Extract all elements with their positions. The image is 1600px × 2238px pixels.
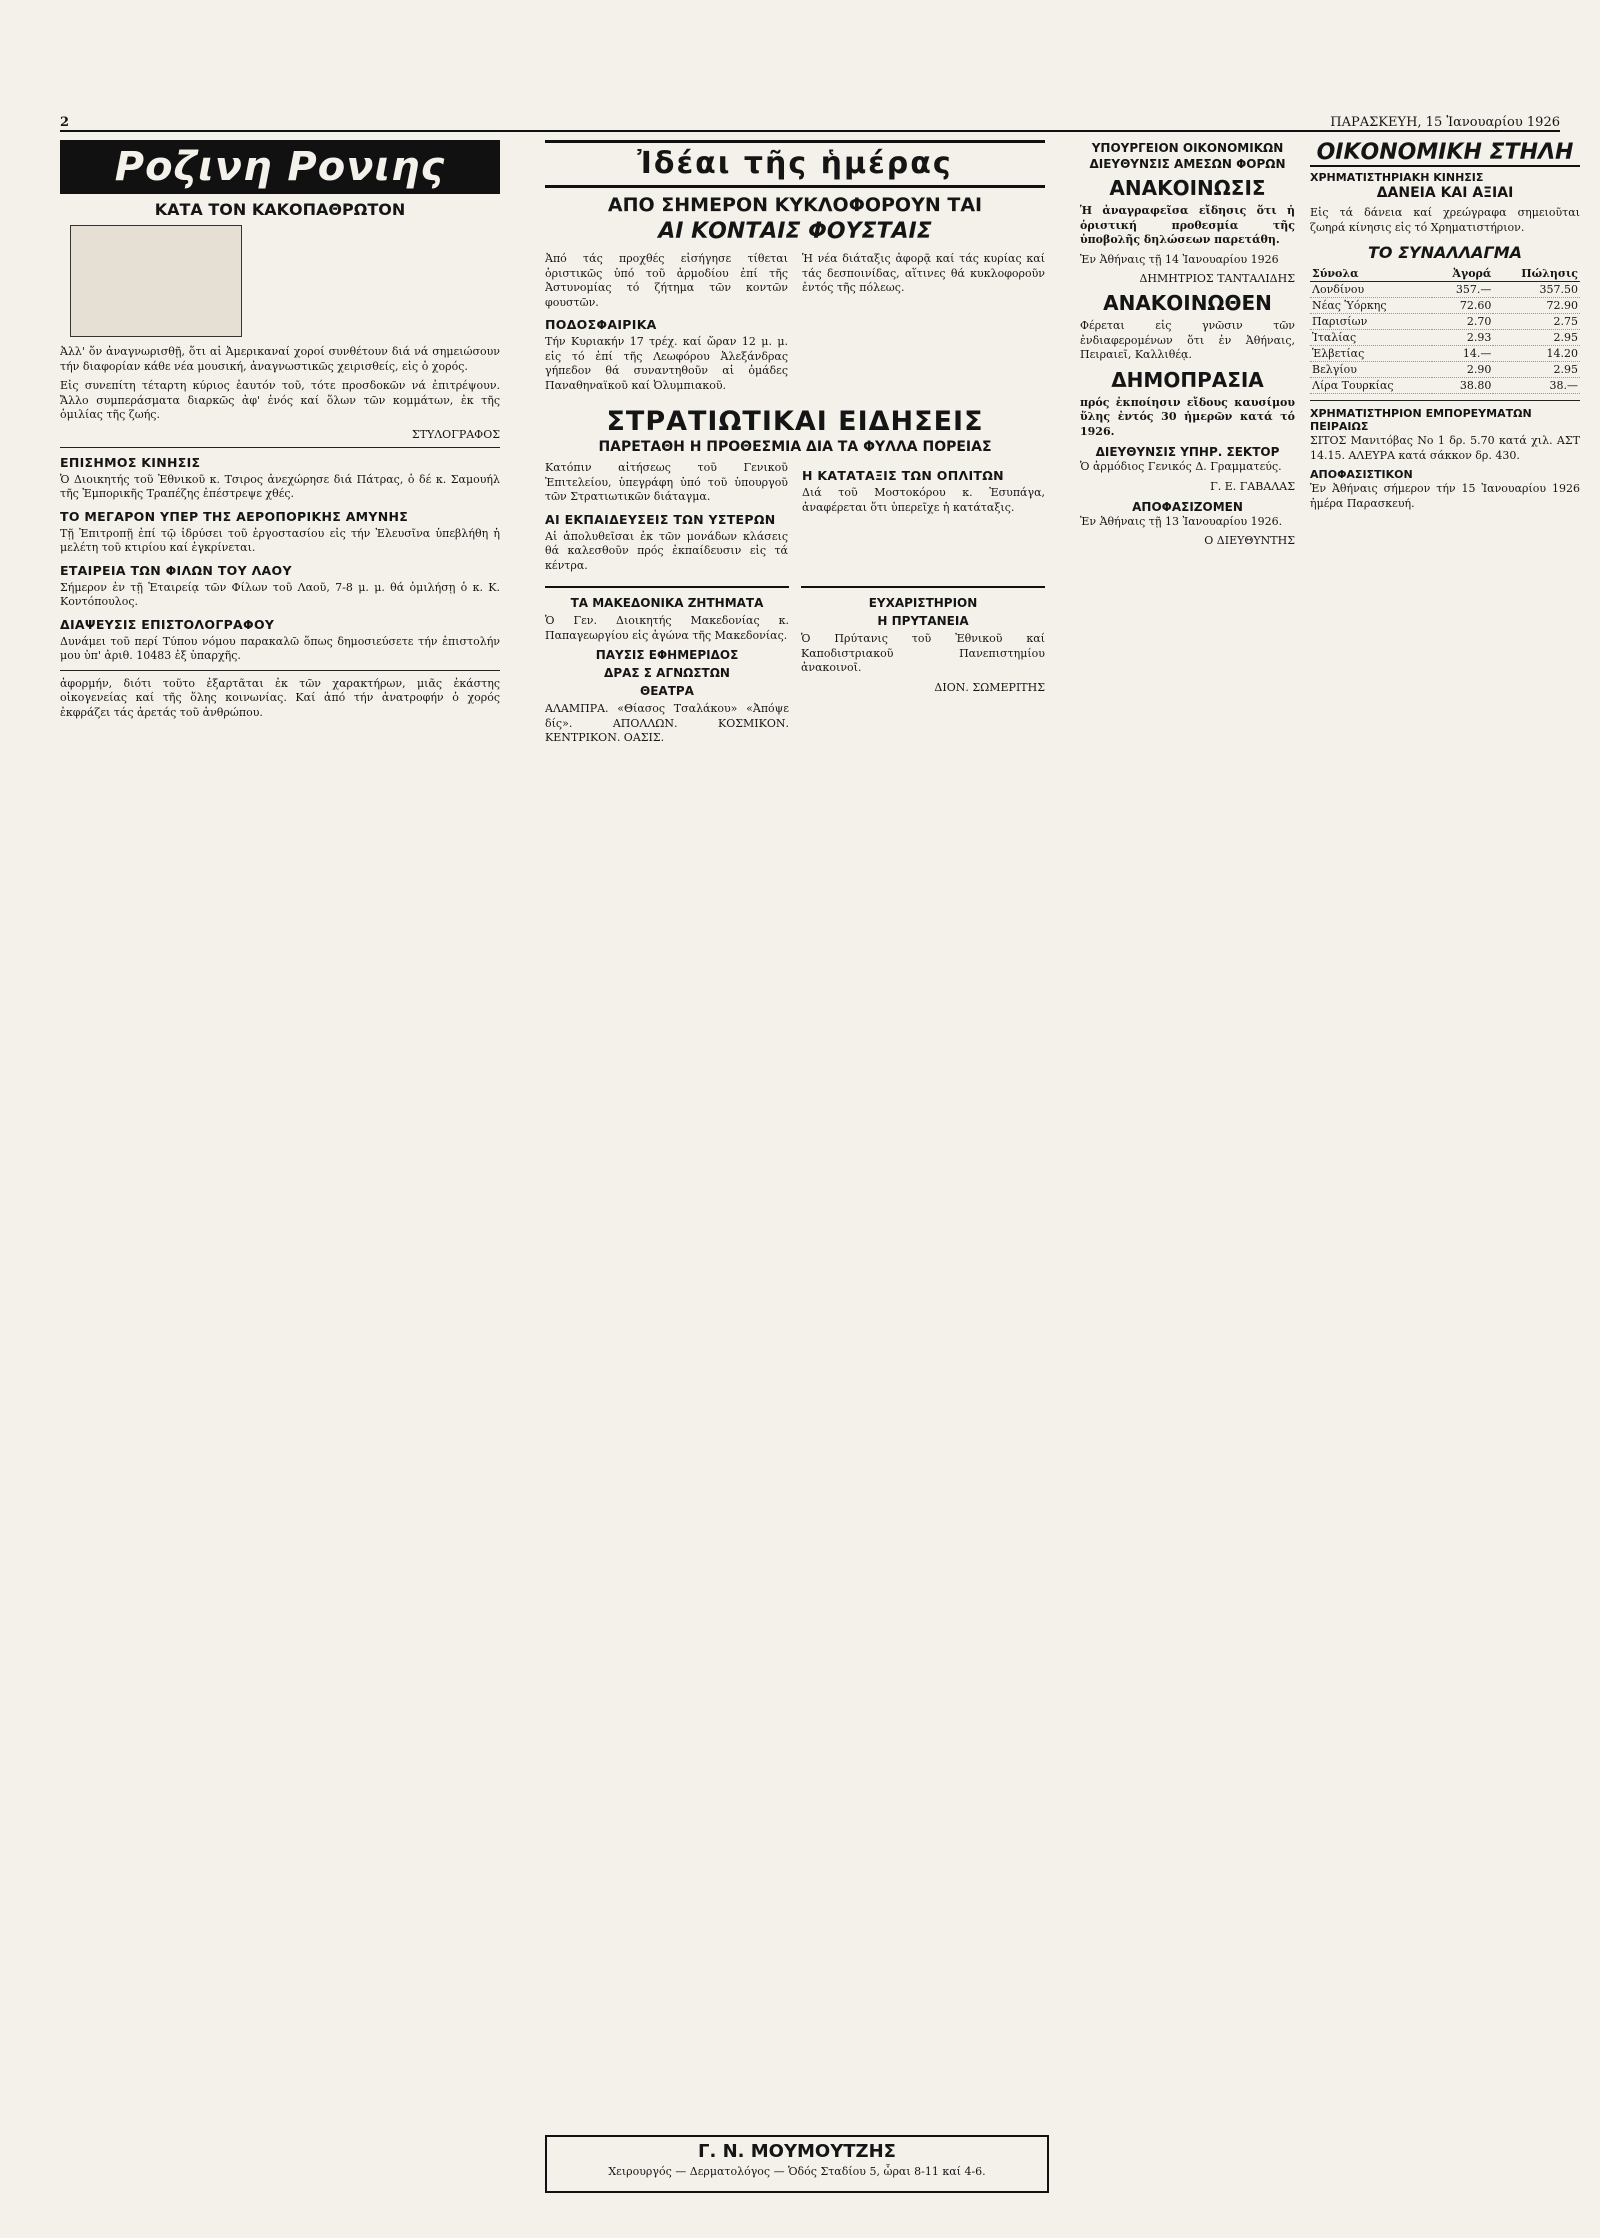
buy-rate-cell: 2.70 [1432,314,1493,330]
notice-paragraph: Ἐν Ἀθήναις τῇ 13 Ἰανουαρίου 1926. [1080,514,1283,528]
currency-cell: Λίρα Τουρκίας [1310,378,1432,394]
buy-rate-cell: 72.60 [1432,298,1493,314]
military-news-columns [545,461,1045,578]
currency-cell: Ἰταλίας [1310,330,1432,346]
article-paragraph: Ὁ Γεν. Διοικητής Μακεδονίας κ. Παπαγεωργίου εἰς ἀγώνα τῆς Μακεδονίας. [545,614,789,642]
article-heading: ΤΑ ΜΑΚΕΔΟΝΙΚΑ ΖΗΤΗΜΑΤΑ [570,596,764,610]
section-banner: Ἰδέαι τῆς ἡμέρας [545,140,1045,188]
finance-subheading: ΧΡΗΜΑΤΙΣΤΗΡΙΟΝ ΕΜΠΟΡΕΥΜΑΤΩΝ ΠΕΙΡΑΙΩΣ [1310,407,1532,433]
divider [60,670,500,671]
article-paragraph: Ὁ Διοικητής τοῦ Ἐθνικοῦ κ. Τσιρος ἀνεχώρησε διά Πάτρας, ὁ δέ κ. Σαμουήλ τῆς Ἐμπορικῆς Τραπέζης ἐπέστρεψε χθές. [60,472,500,500]
article-paragraph: Ἀλλ' ὅν ἀναγνωρισθῇ, ὅτι αἱ Ἀμερικαναί χοροί συνθέτουν διά νά σημειώσουν τήν διαφορίαν κάθε νέα μουσική, ἀναγνωστικῶς χειρισθείς, εἰς ὁ χορός. [60,345,500,373]
article-heading: ΕΥΧΑΡΙΣΤΗΡΙΟΝ [868,596,978,610]
article-heading: ΤΟ ΜΕΓΑΡΟΝ ΥΠΕΡ ΤΗΣ ΑΕΡΟΠΟΡΙΚΗΣ ΑΜΥΝΗΣ [60,508,409,524]
buy-rate-cell: 2.90 [1432,362,1493,378]
notice-date: Ἐν Ἀθήναις τῇ 14 Ἰανουαρίου 1926 [1080,252,1279,266]
finance-paragraph: Ἐν Ἀθήναις σήμερον τήν 15 Ἰανουαρίου 1926 ἡμέρα Παρασκευή. [1310,482,1580,510]
notice-signature: Ο ΔΙΕΥΘΥΝΤΗΣ [1204,534,1295,547]
table-row [1310,298,1580,314]
article-paragraph: Τῇ Ἐπιτροπῇ ἐπί τῷ ἰδρύσει τοῦ ἐργοστασίου εἰς τήν Ἐλευσῖνα ὑπεβλήθη ἡ μελέτη τοῦ κτιρίου καί ἐγκρίνεται. [60,526,500,554]
column-header: Πώλησις [1493,266,1580,282]
column-center [545,140,1045,2125]
article-paragraph: Δυνάμει τοῦ περί Τύπου νόμου παρακαλῶ ὅπως δημοσιεύσετε τήν ἐπιστολήν μου ὑπ' ἀριθ. 10483 ἐξ ὑπαρχῆς. [60,634,500,662]
notice-heading: ΑΠΟΦΑΣΙΖΟΜΕΝ [1132,499,1243,514]
lead-headline-sub: ΑΙ ΚΟΝΤΑΙΣ ΦΟΥΣΤΑΙΣ [658,219,932,244]
article-heading: ΘΕΑΤΡΑ [640,684,694,698]
notice-title: ΑΝΑΚΟΙΝΩΘΕΝ [1103,291,1272,315]
notice-paragraph: Φέρεται εἰς γνῶσιν τῶν ἐνδιαφερομένων ὅτι ἐν Ἀθήναις, Πειραιεῖ, Καλλιθέᾳ. [1080,319,1295,361]
notice-paragraph: πρός ἐκποίησιν εἴδους καυσίμου ὕλης ἐντός 30 ἡμερῶν κατά τό 1926. [1080,395,1295,438]
article-paragraph: Εἰς συνεπίτη τέταρτη κύριος ἑαυτόν τοῦ, τότε προσδοκῶν νά ἐπιτρέψουν. Ἄλλο συμπεράσματα διαρκῶς ἀφ' ἐνός καί ὅλων τῶν κομμάτων, ἐκ τῆς ὁμιλίας τῆς ζωής. [60,379,500,421]
lower-articles [545,586,1045,751]
column-notices [1080,140,1295,2200]
article-heading: ΔΙΑΨΕΥΣΙΣ ΕΠΙΣΤΟΛΟΓΡΑΦΟΥ [60,616,275,632]
theatre-listing: ΑΛΑΜΠΡΑ. «Θίασος Τσαλάκου» «Ἀπόψε δίς». ΑΠΟΛΛΩΝ. ΚΟΣΜΙΚΟΝ. ΚΕΝΤΡΙΚΟΝ. ΟΑΣΙΣ. [545,702,789,744]
article-paragraph: Κατόπιν αἰτήσεως τοῦ Γενικοῦ Ἐπιτελείου, ὑπεγράφη ὑπό τοῦ ὑπουργοῦ τῶν Στρατιωτικῶν διάταγμα. [545,461,788,503]
article-heading: ΕΠΙΣΗΜΟΣ ΚΙΝΗΣΙΣ [60,454,201,470]
divider [1310,400,1580,401]
column-masthead: Ροζινη Ρονιης [60,140,500,194]
finance-paragraph: ΣΙΤΟΣ Μανιτόβας Νο 1 δρ. 5.70 κατά χιλ. ΑΣΤ 14.15. ΑΛΕΥΡΑ κατά σάκκον δρ. 430. [1310,434,1580,462]
article-heading: ΕΤΑΙΡΕΙΑ ΤΩΝ ΦΙΛΩΝ ΤΟΥ ΛΑΟΥ [60,562,292,578]
finance-subheading: ΧΡΗΜΑΤΙΣΤΗΡΙΑΚΗ ΚΙΝΗΣΙΣ [1310,171,1484,184]
buy-rate-cell: 38.80 [1432,378,1493,394]
notice-signature: ΔΗΜΗΤΡΙΟΣ ΤΑΝΤΑΛΙΔΗΣ [1139,272,1295,285]
dateline: ΠΑΡΑΣΚΕΥΗ, 15 Ἰανουαρίου 1926 [1330,115,1560,130]
section-headline: ΣΤΡΑΤΙΩΤΙΚΑΙ ΕΙΔΗΣΕΙΣ [606,406,984,437]
column-header: Ἀγορά [1432,266,1493,282]
sell-rate-cell: 2.75 [1493,314,1580,330]
column-header: Σύνολα [1310,266,1432,282]
exchange-rate-table [1310,266,1580,394]
sell-rate-cell: 72.90 [1493,298,1580,314]
article-paragraph: Διά τοῦ Μοστοκόρου κ. Ἐσυπάγα, ἀναφέρεται ὅτι ὑπερεῖχε ἡ κατάταξις. [802,486,1045,514]
sell-rate-cell: 2.95 [1493,362,1580,378]
currency-cell: Νέας Ὑόρκης [1310,298,1432,314]
notice-paragraph: Ἡ ἀναγραφεῖσα εἴδησις ὅτι ἡ ὁριστική προθεσμία τῆς ὑποβολῆς δηλώσεων παρετάθη. [1080,204,1295,246]
advertisement-box [545,2135,1049,2193]
article-paragraph: ἀφορμήν, διότι τοῦτο ἐξαρτᾶται ἐκ τῶν χαρακτήρων, μιᾶς ἐκάστης οἰκογενείας καί τῆς ὅλης κοινωνίας. Καί ἀπό τήν ἀνατροφήν ὁ χορός ἐκφράζει τάς ἀρετάς τοῦ ἀνθρώπου. [60,676,500,719]
table-row [1310,378,1580,394]
lead-article-columns [545,252,1045,398]
lead-headline: ΑΠΟ ΣΗΜΕΡΟΝ ΚΥΚΛΟΦΟΡΟΥΝ ΤΑΙ [607,194,983,216]
table-row [1310,314,1580,330]
article-paragraph: Ὁ Πρύτανις τοῦ Ἐθνικοῦ καί Καποδιστριακοῦ Πανεπιστημίου ἀνακοινοῖ. [801,632,1045,674]
article-heading: ΠΑΥΣΙΣ ΕΦΗΜΕΡΙΔΟΣ [595,648,739,662]
article-paragraph: Ἀπό τάς προχθές εἰσήγησε τίθεται ὁριστικῶς ὑπό τοῦ ἀρμοδίου ἐπί τῆς Ἀστυνομίας τό ζήτημα τῶν κοντῶν φουστῶν. [545,252,788,309]
section-heading: ΚΑΤΑ ΤΟΝ ΚΑΚΟΠΑΘΡΩΤΟΝ [154,200,406,219]
finance-subheading: ΑΠΟΦΑΣΙΣΤΙΚΟΝ [1310,468,1413,481]
page-number: 2 [60,115,70,130]
buy-rate-cell: 357.— [1432,282,1493,298]
ministry-heading: ΥΠΟΥΡΓΕΙΟΝ ΟΙΚΟΝΟΜΙΚΩΝ ΔΙΕΥΘΥΝΣΙΣ ΑΜΕΣΩΝ ΦΟΡΩΝ [1089,141,1286,171]
article-paragraph: Ἡ νέα διάταξις ἀφορᾷ καί τάς κυρίας καί τάς δεσποινίδας, αἵτινες θά κυκλοφοροῦν ἐντός τῆς πόλεως. [802,252,1045,294]
advertisement-text: Χειρουργός — Δερματολόγος — Ὁδός Σταδίου 5, ὧραι 8-11 καί 4-6. [608,2165,986,2178]
finance-heading: ΔΑΝΕΙΑ ΚΑΙ ΑΞΙΑΙ [1376,185,1514,201]
article-heading: ΔΡΑΣ Σ ΑΓΝΩΣΤΩΝ [604,666,730,680]
table-row [1310,330,1580,346]
notice-title: ΔΗΜΟΠΡΑΣΙΑ [1111,367,1264,392]
notice-signature: Γ. Ε. ΓΑΒΑΛΑΣ [1210,479,1295,493]
page-header [60,110,1560,132]
sell-rate-cell: 38.— [1493,378,1580,394]
article-heading: ΑΙ ΕΚΠΑΙΔΕΥΣΕΙΣ ΤΩΝ ΥΣΤΕΡΩΝ [545,511,776,527]
table-row [1310,282,1580,298]
advertiser-name: Γ. Ν. ΜΟΥΜΟΥΤΖΗΣ [698,2141,896,2162]
finance-column-title: ΟΙΚΟΝΟΜΙΚΗ ΣΤΗΛΗ [1310,140,1580,167]
currency-cell: Παρισίων [1310,314,1432,330]
buy-rate-cell: 14.— [1432,346,1493,362]
notice-title: ΑΝΑΚΟΙΝΩΣΙΣ [1109,176,1266,200]
notice-heading: ΔΙΕΥΘΥΝΣΙΣ ΥΠΗΡ. ΣΕΚΤΟΡ [1095,445,1280,459]
article-paragraph: Τήν Κυριακήν 17 τρέχ. καί ὥραν 12 μ. μ. εἰς τό ἐπί τῆς Λεωφόρου Ἀλεξάνδρας γήπεδον θά συναντηθοῦν αἱ ὁμάδες Παναθηναϊκοῦ καί Ὀλυμπιακοῦ. [545,335,788,392]
table-row [1310,362,1580,378]
article-heading: Η ΚΑΤΑΤΑΞΙΣ ΤΩΝ ΟΠΛΙΤΩΝ [802,468,1004,483]
column-left [60,140,500,2200]
finance-paragraph: Εἰς τά δάνεια καί χρεώγραφα σημειοῦται ζωηρά κίνησις εἰς τό Χρηματιστήριον. [1310,206,1580,234]
divider [60,447,500,448]
notice-paragraph: Ὁ ἀρμόδιος Γενικός Δ. Γραμματεύς. [1080,460,1282,473]
table-header-row [1310,266,1580,282]
sell-rate-cell: 2.95 [1493,330,1580,346]
buy-rate-cell: 2.93 [1432,330,1493,346]
author-signature: ΣΤΥΛΟΓΡΑΦΟΣ [411,427,500,441]
article-heading: Η ΠΡΥΤΑΝΕΙΑ [877,614,969,628]
currency-cell: Βελγίου [1310,362,1432,378]
sell-rate-cell: 14.20 [1493,346,1580,362]
section-subheadline: ΠΑΡΕΤΑΘΗ Η ΠΡΟΘΕΣΜΙΑ ΔΙΑ ΤΑ ΦΥΛΛΑ ΠΟΡΕΙΑΣ [598,439,992,455]
currency-cell: Λονδίνου [1310,282,1432,298]
article-paragraph: Σήμερον ἐν τῇ Ἑταιρείᾳ τῶν Φίλων τοῦ Λαοῦ, 7-8 μ. μ. θά ὁμιλήσῃ ὁ κ. Κ. Κοντόπουλος. [60,580,500,608]
fx-table-title: ΤΟ ΣΥΝΑΛΛΑΓΜΑ [1367,243,1523,262]
column-finance [1310,140,1580,2200]
currency-cell: Ἑλβετίας [1310,346,1432,362]
sell-rate-cell: 357.50 [1493,282,1580,298]
table-row [1310,346,1580,362]
article-heading: ΠΟΔΟΣΦΑΙΡΙΚΑ [545,317,657,332]
article-paragraph: Αἱ ἀπολυθεῖσαι ἐκ τῶν μονάδων κλάσεις θά καλεσθοῦν πρός ἐκπαίδευσιν εἰς τά κέντρα. [545,529,788,572]
illustration [70,225,242,337]
author-signature: ΔΙΟΝ. ΣΩΜΕΡΙΤΗΣ [934,680,1045,694]
